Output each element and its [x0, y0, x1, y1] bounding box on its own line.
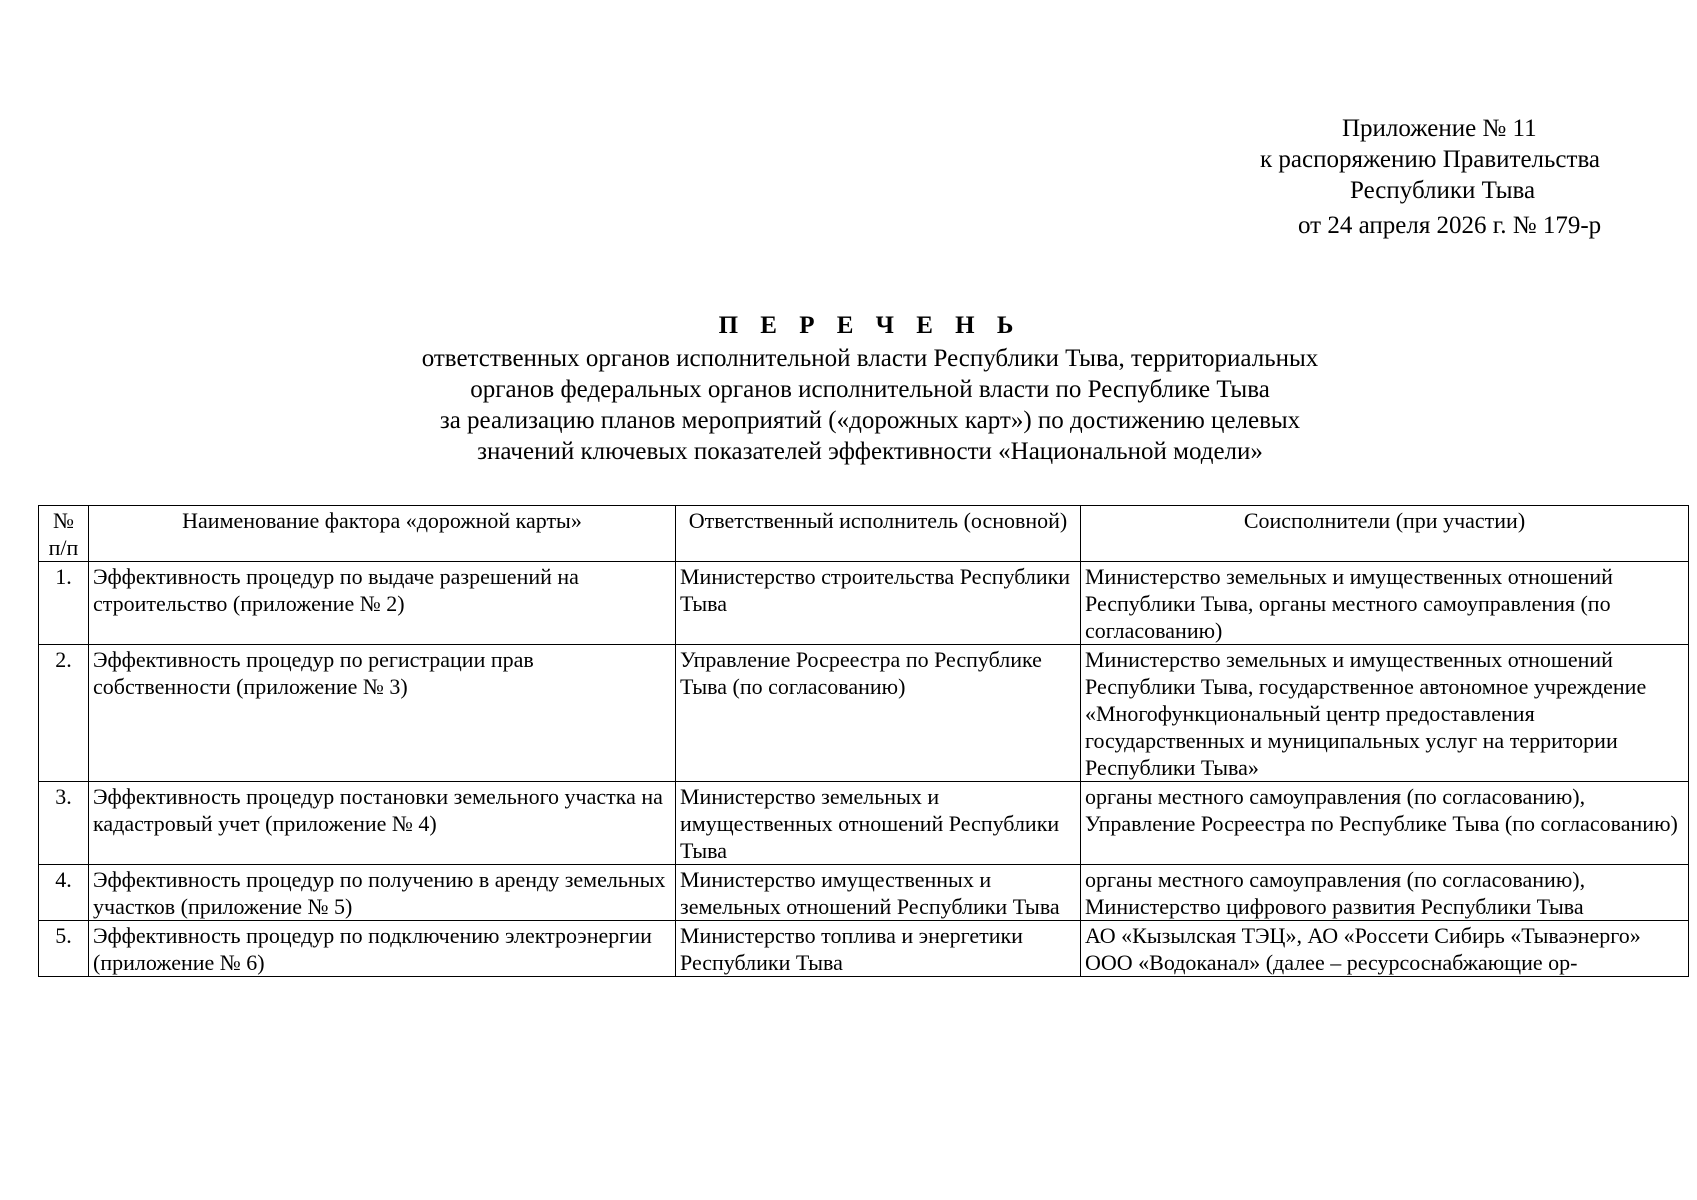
- table-row: [39, 865, 1689, 921]
- row-coexecutors: АО «Кызылская ТЭЦ», АО «Россети Сибирь «Тываэнерго» ООО «Водоканал» (далее – ресурсоснабжающие ор-: [1081, 921, 1689, 977]
- title-line-2: органов федеральных органов исполнительной власти по Республике Тыва: [470, 376, 1270, 403]
- title-main: П Е Р Е Ч Е Н Ь: [718, 312, 1022, 339]
- row-num: 5.: [39, 921, 89, 977]
- header-num: № п/п: [39, 506, 89, 562]
- row-responsible: Министерство строительства Республики Тыва: [676, 562, 1081, 645]
- row-factor: Эффективность процедур постановки земельного участка на кадастровый учет (приложение № 4): [89, 782, 676, 865]
- title-line-4: значений ключевых показателей эффективности «Национальной модели»: [477, 438, 1263, 465]
- header-factor: Наименование фактора «дорожной карты»: [89, 506, 676, 562]
- row-responsible: Министерство имущественных и земельных отношений Республики Тыва: [676, 865, 1081, 921]
- appendix-reference: к распоряжению Правительства: [1260, 146, 1601, 173]
- row-responsible: Министерство земельных и имущественных отношений Республики Тыва: [676, 782, 1081, 865]
- row-coexecutors: органы местного самоуправления (по согласованию), Министерство цифрового развития Республики Тыва: [1081, 865, 1689, 921]
- header-responsible: Ответственный исполнитель (основной): [676, 506, 1081, 562]
- title-line-1: ответственных органов исполнительной власти Республики Тыва, территориальных: [421, 345, 1319, 372]
- row-factor: Эффективность процедур по выдаче разрешений на строительство (приложение № 2): [89, 562, 676, 645]
- title-line-3: за реализацию планов мероприятий («дорожных карт») по достижению целевых: [439, 407, 1301, 434]
- responsibility-table: [38, 505, 1689, 977]
- row-factor: Эффективность процедур по подключению электроэнергии (приложение № 6): [89, 921, 676, 977]
- appendix-date: от 24 апреля 2026 г. № 179-р: [1298, 212, 1602, 239]
- table-row: [39, 562, 1689, 645]
- row-responsible: Министерство топлива и энергетики Республики Тыва: [676, 921, 1081, 977]
- row-num: 2.: [39, 645, 89, 782]
- row-num: 1.: [39, 562, 89, 645]
- document-title: [250, 310, 1490, 467]
- table-row: [39, 645, 1689, 782]
- appendix-header: [1200, 113, 1640, 241]
- row-num: 4.: [39, 865, 89, 921]
- row-coexecutors: органы местного самоуправления (по согласованию), Управление Росреестра по Республике Тыва (по согласованию): [1081, 782, 1689, 865]
- table-row: [39, 921, 1689, 977]
- appendix-number: Приложение № 11: [1342, 115, 1537, 142]
- table-row: [39, 782, 1689, 865]
- row-num: 3.: [39, 782, 89, 865]
- table-header-row: [39, 506, 1689, 562]
- row-factor: Эффективность процедур по регистрации прав собственности (приложение № 3): [89, 645, 676, 782]
- appendix-government: Республики Тыва: [1350, 177, 1536, 204]
- row-responsible: Управление Росреестра по Республике Тыва (по согласованию): [676, 645, 1081, 782]
- row-factor: Эффективность процедур по получению в аренду земельных участков (приложение № 5): [89, 865, 676, 921]
- row-coexecutors: Министерство земельных и имущественных отношений Республики Тыва, органы местного самоуправления (по согласованию): [1081, 562, 1689, 645]
- row-coexecutors: Министерство земельных и имущественных отношений Республики Тыва, государственное автономное учреждение «Многофункциональный центр предоставления государственных и муниципальных услуг на территории Республики Тыва»: [1081, 645, 1689, 782]
- header-coexecutors: Соисполнители (при участии): [1081, 506, 1689, 562]
